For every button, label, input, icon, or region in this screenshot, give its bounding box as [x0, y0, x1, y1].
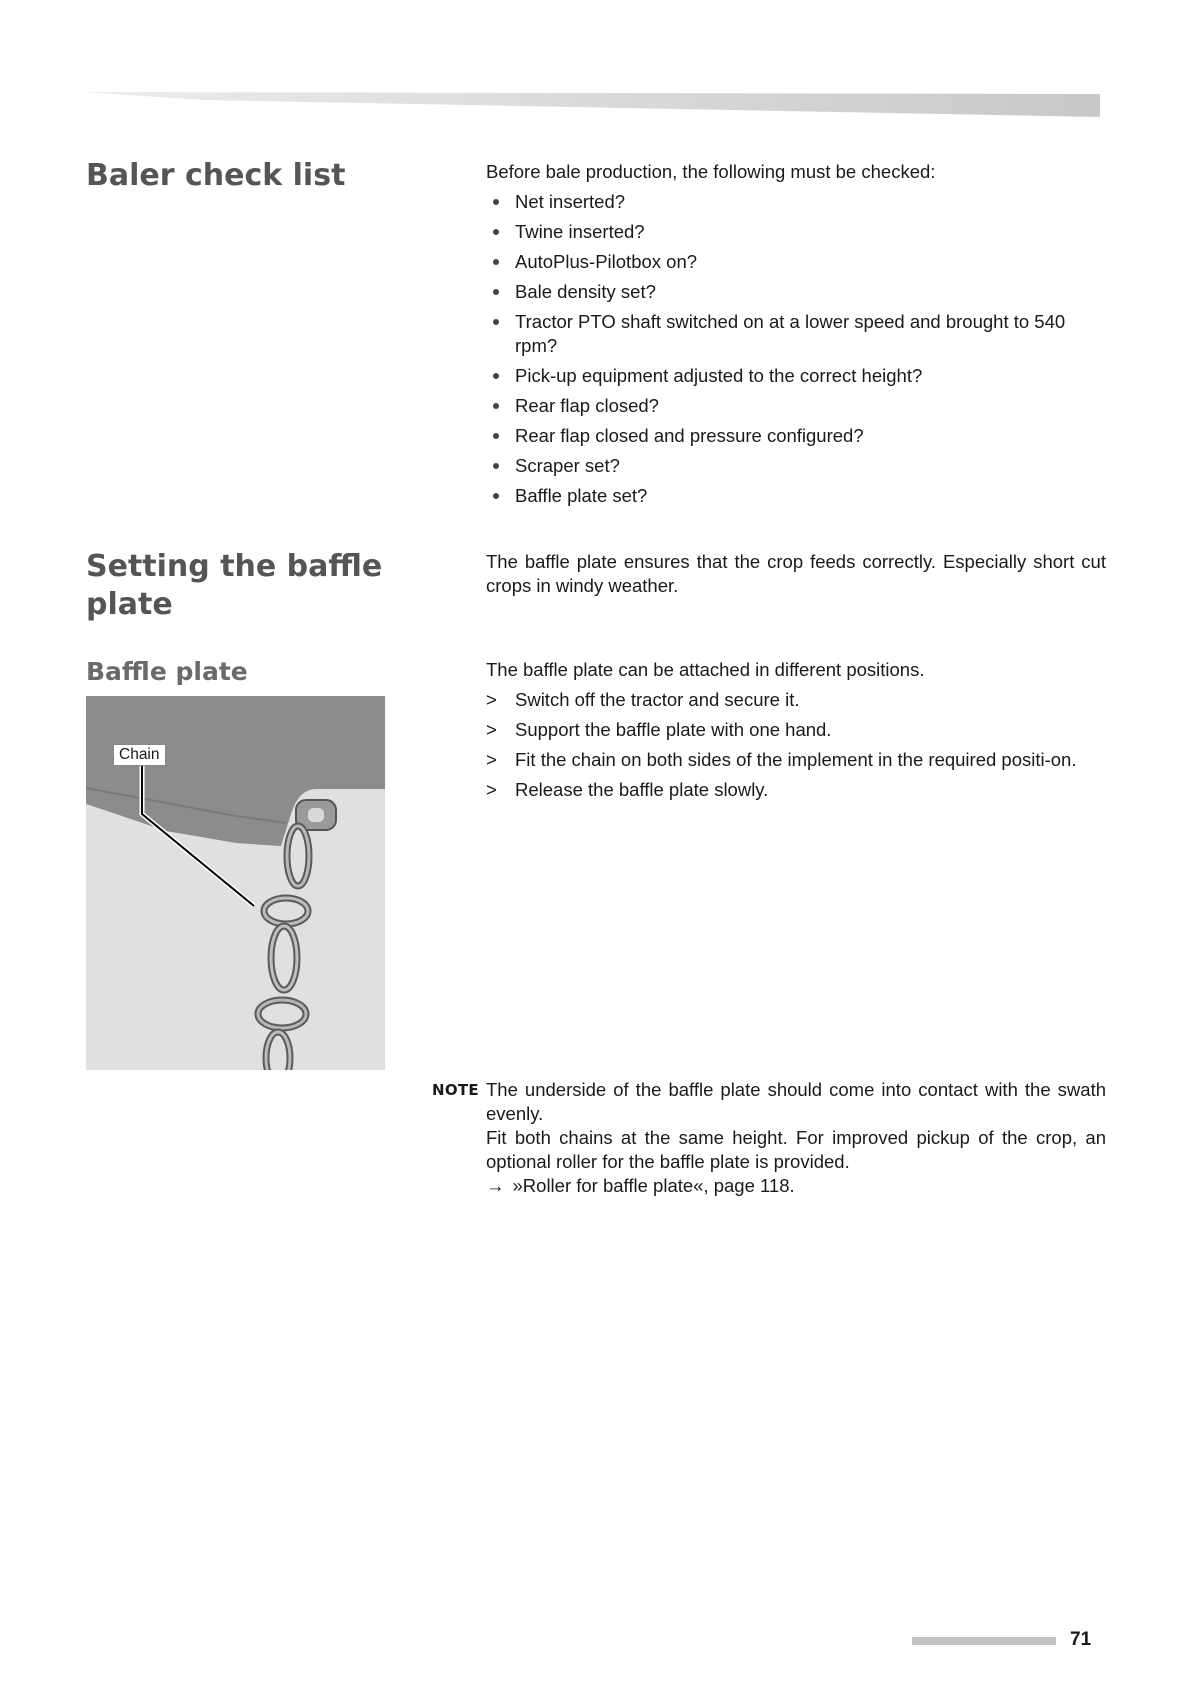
arrow-right-icon: → [486, 1175, 505, 1196]
cross-reference-link[interactable] [486, 1174, 1106, 1198]
step-marker: > [486, 749, 497, 770]
step-text: Support the baffle plate with one hand. [515, 719, 832, 740]
step-item [486, 778, 1106, 802]
baffle-plate-steps [486, 688, 1106, 808]
section-title-checklist: Baler check list [86, 158, 346, 193]
checklist-item: AutoPlus-Pilotbox on? [486, 250, 1106, 274]
step-item [486, 718, 1106, 742]
step-marker: > [486, 779, 497, 800]
section-title-baffle-setting: Setting the baffle plate [86, 549, 383, 622]
step-marker: > [486, 719, 497, 740]
step-text: Switch off the tractor and secure it. [515, 689, 800, 710]
figure-callout-chain: Chain [113, 744, 166, 766]
step-text: Fit the chain on both sides of the implement in the required positi-on. [515, 749, 1077, 770]
page-number: 71 [1070, 1629, 1092, 1650]
step-item [486, 688, 1106, 712]
checklist-item: Rear flap closed and pressure configured? [486, 424, 1106, 448]
checklist-item: Pick-up equipment adjusted to the correct height? [486, 364, 1106, 388]
baffle-setting-text: The baffle plate ensures that the crop feeds correctly. Especially short cut crops in windy weather. [486, 551, 1106, 596]
checklist-item: Tractor PTO shaft switched on at a lower speed and brought to 540 rpm? [486, 310, 1106, 358]
header-decoration-bar [84, 92, 1100, 117]
footer-decoration-bar [912, 1637, 1056, 1645]
step-marker: > [486, 689, 497, 710]
cross-reference-text: »Roller for baffle plate«, page 118. [512, 1175, 795, 1196]
checklist [486, 190, 1106, 514]
note-line: The underside of the baffle plate should come into contact with the swath evenly. [486, 1079, 1106, 1124]
step-text: Release the baffle plate slowly. [515, 779, 769, 800]
checklist-item: Baffle plate set? [486, 484, 1106, 508]
checklist-item: Rear flap closed? [486, 394, 1106, 418]
note-block [486, 1078, 1106, 1198]
note-label: NOTE [432, 1081, 479, 1099]
subsection-title-baffle-plate: Baffle plate [86, 657, 248, 686]
checklist-item: Net inserted? [486, 190, 1106, 214]
checklist-item: Twine inserted? [486, 220, 1106, 244]
checklist-item: Bale density set? [486, 280, 1106, 304]
checklist-intro: Before bale production, the following must be checked: [486, 161, 936, 182]
checklist-item: Scraper set? [486, 454, 1106, 478]
step-item [486, 748, 1106, 772]
baffle-plate-intro: The baffle plate can be attached in different positions. [486, 659, 925, 680]
note-line: Fit both chains at the same height. For improved pickup of the crop, an optional roller for the baffle plate is provided. [486, 1127, 1106, 1172]
